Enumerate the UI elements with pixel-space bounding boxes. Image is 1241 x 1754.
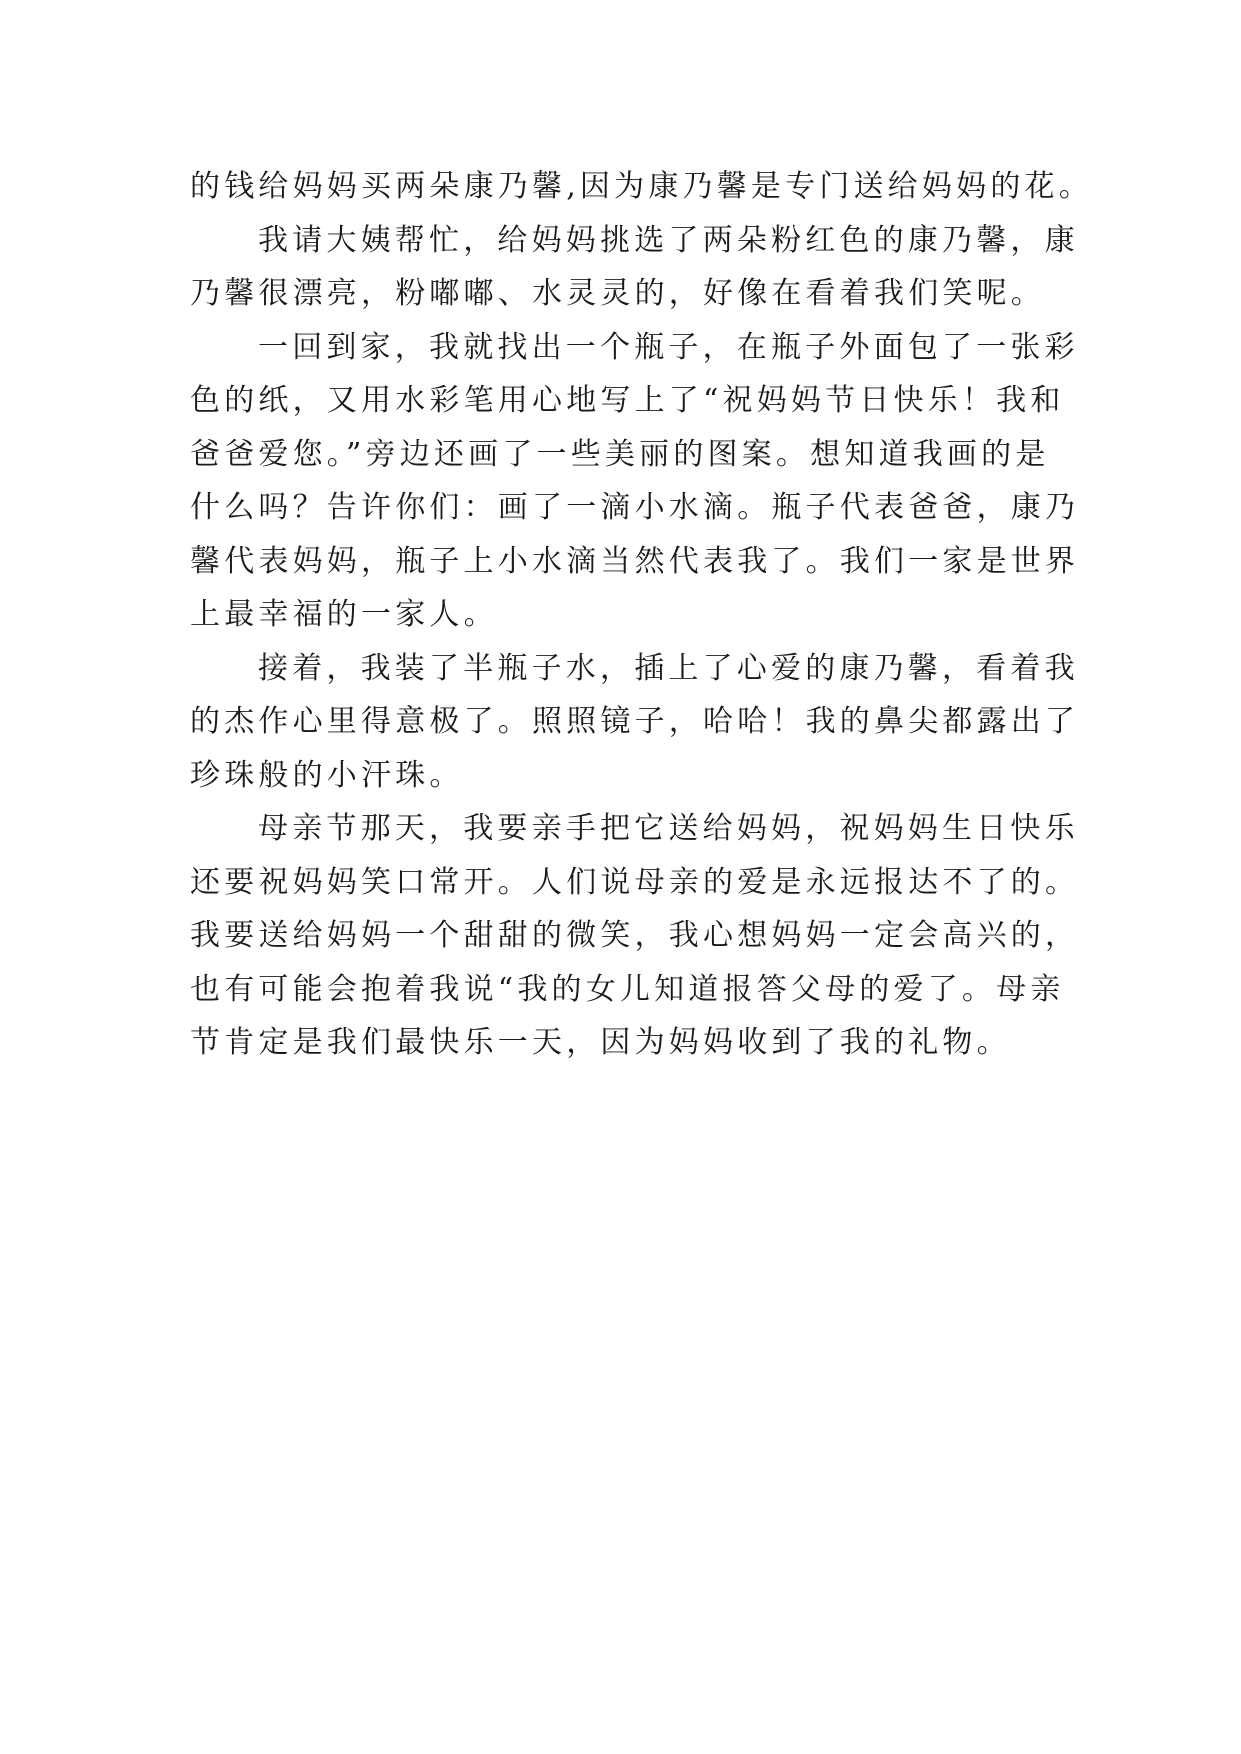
- text-line: 上最幸福的一家人。: [190, 597, 498, 632]
- text-line: 珍珠般的小汗珠。: [190, 757, 464, 793]
- text-line: 节肯定是我们最快乐一天，因为妈妈收到了我的礼物。: [190, 1025, 1011, 1060]
- text-line: 馨代表妈妈，瓶子上小水滴当然代表我了。我们一家是世界: [190, 543, 1080, 579]
- text-line: 乃馨很漂亮，粉嘟嘟、水灵灵的，好像在看着我们笑呢。: [190, 276, 1045, 311]
- text-line: 的钱给妈妈买两朵康乃馨,因为康乃馨是专门送给妈妈的花。: [190, 169, 1093, 204]
- text-line: 我要送给妈妈一个甜甜的微笑，我心想妈妈一定会高兴的，: [190, 918, 1080, 953]
- text-line: 也有可能会抱着我说“我的女儿知道报答父母的爱了。母亲: [190, 971, 1065, 1007]
- paragraph-first-line: 接着，我装了半瓶子水，插上了心爱的康乃馨，看着我: [258, 650, 1079, 686]
- text-line: 爸爸爱您。”旁边还画了一些美丽的图案。想知道我画的是: [190, 436, 1050, 472]
- text-line: 什么吗？告许你们：画了一滴小水滴。瓶子代表爸爸，康乃: [190, 490, 1080, 525]
- paragraph-first-line: 我请大姨帮忙，给妈妈挑选了两朵粉红色的康乃馨，康: [258, 222, 1079, 258]
- essay-body: [190, 160, 1093, 1070]
- text-line: 的杰作心里得意极了。照照镜子，哈哈！我的鼻尖都露出了: [190, 704, 1080, 739]
- text-line: 色的纸，又用水彩笔用心地写上了“祝妈妈节日快乐！我和: [190, 383, 1065, 418]
- paragraph-first-line: 母亲节那天，我要亲手把它送给妈妈，祝妈妈生日快乐: [258, 811, 1079, 846]
- paragraph-first-line: 一回到家，我就找出一个瓶子，在瓶子外面包了一张彩: [258, 329, 1079, 365]
- text-line: 还要祝妈妈笑口常开。人们说母亲的爱是永远报达不了的。: [190, 864, 1080, 900]
